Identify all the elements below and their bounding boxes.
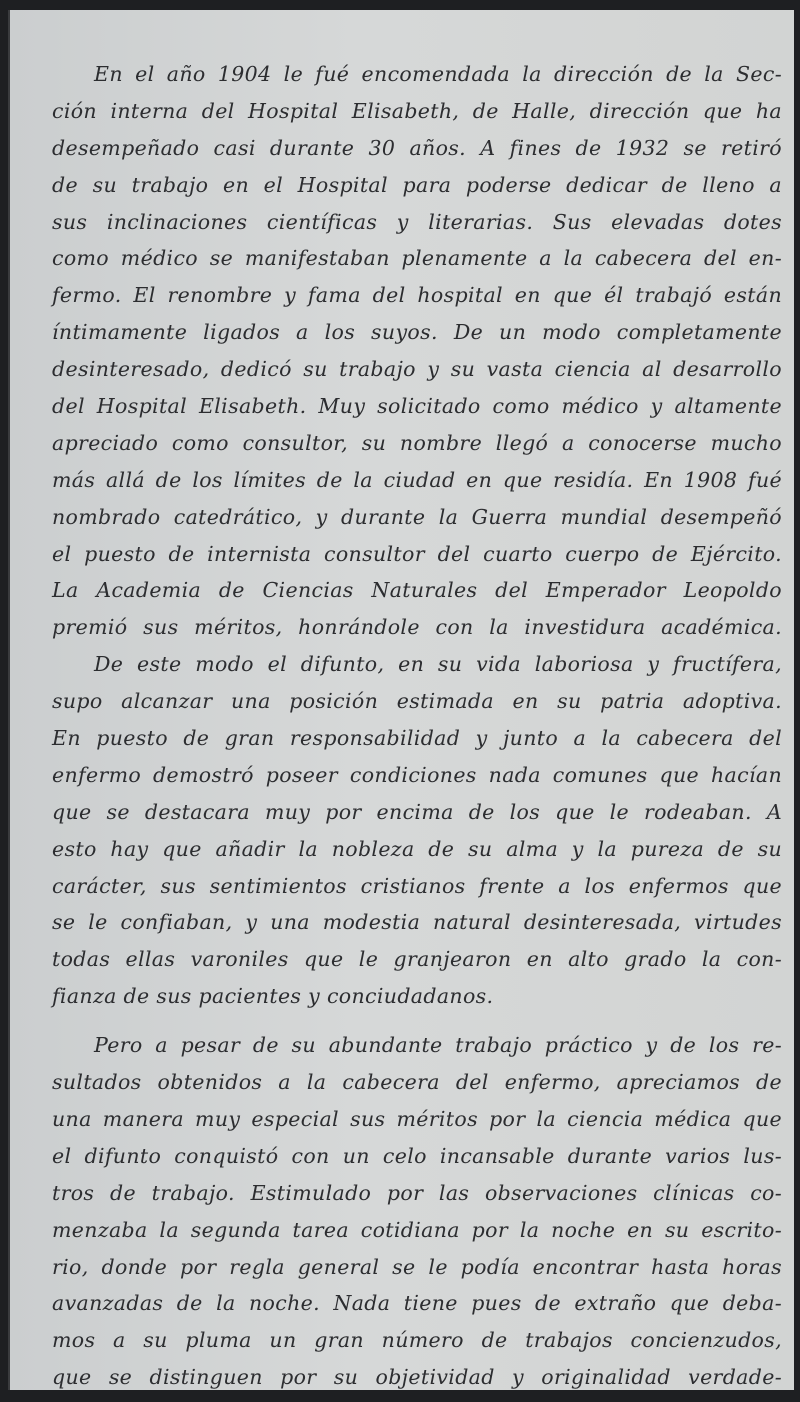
text-line: apreciado como consultor, su nombre llegó a conocerse mucho xyxy=(52,430,782,455)
text-line: desinteresado, dedicó su trabajo y su vasta ciencia al desarrollo xyxy=(52,357,782,382)
text-line: tros de trabajo. Estimulado por las observaciones clínicas co- xyxy=(52,1180,782,1205)
body-text xyxy=(52,56,782,1396)
text-line: mos a su pluma un gran número de trabajos concienzudos, xyxy=(52,1328,782,1353)
text-line: rio, donde por regla general se le podía encontrar hasta horas xyxy=(52,1254,782,1279)
paragraph-3 xyxy=(52,1027,782,1396)
text-line: premió sus méritos, honrándole con la investidura académica. xyxy=(52,615,782,640)
text-line: sultados obtenidos a la cabecera del enfermo, apreciamos de xyxy=(52,1070,782,1095)
text-line: desempeñado casi durante 30 años. A fines de 1932 se retiró xyxy=(52,135,782,160)
paragraph-2 xyxy=(52,646,782,1015)
text-line: fermo. El renombre y fama del hospital en que él trabajó están xyxy=(52,283,782,308)
text-line: fianza de sus pacientes y conciudadanos. xyxy=(52,984,494,1009)
text-line: En puesto de gran responsabilidad y junto a la cabecera del xyxy=(52,726,782,751)
text-line: De este modo el difunto, en su vida laboriosa y fructífera, xyxy=(94,652,782,677)
text-line: del Hospital Elisabeth. Muy solicitado como médico y altamente xyxy=(52,394,782,419)
paragraph-1 xyxy=(52,56,782,646)
text-line: más allá de los límites de la ciudad en que residía. En 1908 fué xyxy=(52,467,782,492)
text-line: se le confiaban, y una modestia natural desinteresada, virtudes xyxy=(52,910,782,935)
text-line: una manera muy especial sus méritos por la ciencia médica que xyxy=(52,1106,782,1131)
text-line: Pero a pesar de su abundante trabajo práctico y de los re- xyxy=(94,1033,782,1058)
text-line: nombrado catedrático, y durante la Guerra mundial desempeñó xyxy=(52,504,782,529)
text-line: de su trabajo en el Hospital para poderse dedicar de lleno a xyxy=(52,172,782,197)
text-line: el puesto de internista consultor del cuarto cuerpo de Ejército. xyxy=(52,541,782,566)
text-line: ción interna del Hospital Elisabeth, de Halle, dirección que ha xyxy=(52,98,782,123)
text-line: que se destacara muy por encima de los que le rodeaban. A xyxy=(52,799,782,824)
page-sheet xyxy=(8,10,794,1390)
text-line: sus inclinaciones científicas y literarias. Sus elevadas dotes xyxy=(52,209,782,234)
text-line: íntimamente ligados a los suyos. De un modo completamente xyxy=(52,320,782,345)
text-line: La Academia de Ciencias Naturales del Emperador Leopoldo xyxy=(52,578,782,603)
text-line: esto hay que añadir la nobleza de su alma y la pureza de su xyxy=(52,836,782,861)
text-line: como médico se manifestaban plenamente a la cabecera del en- xyxy=(52,246,782,271)
text-line: enfermo demostró poseer condiciones nada comunes que hacían xyxy=(52,762,782,787)
text-line: menzaba la segunda tarea cotidiana por la noche en su escrito- xyxy=(52,1217,782,1242)
text-line: todas ellas varoniles que le granjearon en alto grado la con- xyxy=(52,947,782,972)
text-line: supo alcanzar una posición estimada en su patria adoptiva. xyxy=(52,689,782,714)
paragraph-gap xyxy=(52,1015,782,1027)
text-line: carácter, sus sentimientos cristianos frente a los enfermos que xyxy=(52,873,782,898)
text-line: En el año 1904 le fué encomendada la dirección de la Sec- xyxy=(94,62,782,86)
text-line: que se distinguen por su objetividad y originalidad verdade- xyxy=(52,1365,782,1390)
text-line: el difunto conquistó con un celo incansable durante varios lus- xyxy=(52,1143,782,1168)
text-line: avanzadas de la noche. Nada tiene pues de extraño que deba- xyxy=(52,1291,782,1316)
